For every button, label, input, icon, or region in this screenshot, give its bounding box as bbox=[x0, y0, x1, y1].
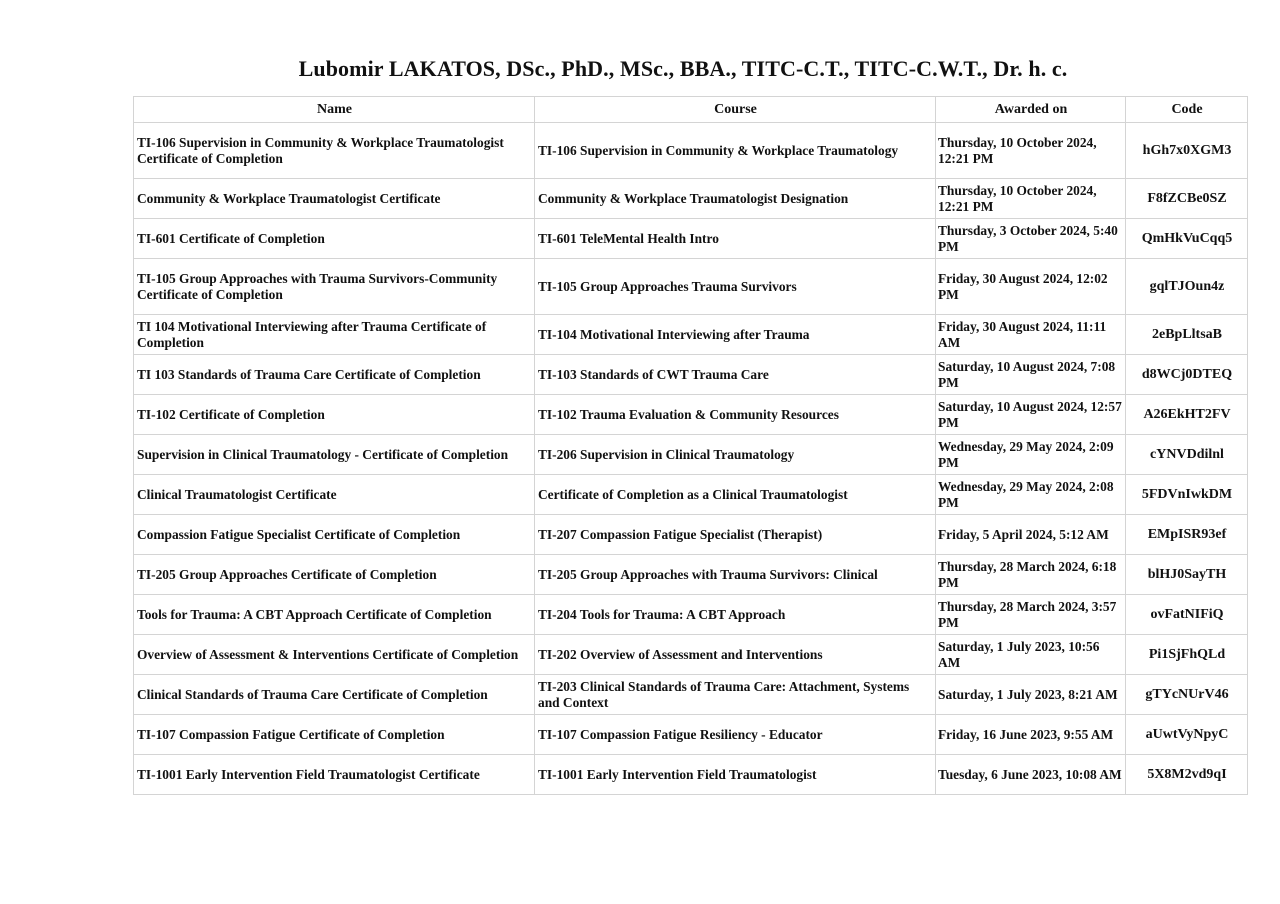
cell-name: Clinical Traumatologist Certificate bbox=[134, 475, 535, 515]
cell-name: TI-1001 Early Intervention Field Traumatologist Certificate bbox=[134, 755, 535, 795]
column-header-code: Code bbox=[1126, 97, 1248, 123]
cell-awarded-on: Friday, 5 April 2024, 5:12 AM bbox=[936, 515, 1126, 555]
table-row bbox=[134, 515, 1248, 555]
cell-course: Community & Workplace Traumatologist Designation bbox=[535, 179, 936, 219]
cell-course: TI-207 Compassion Fatigue Specialist (Therapist) bbox=[535, 515, 936, 555]
table-row bbox=[134, 635, 1248, 675]
cell-course: TI-1001 Early Intervention Field Traumatologist bbox=[535, 755, 936, 795]
cell-code: EMpISR93ef bbox=[1126, 515, 1248, 555]
cell-course: TI-107 Compassion Fatigue Resiliency - Educator bbox=[535, 715, 936, 755]
cell-name: TI 104 Motivational Interviewing after Trauma Certificate of Completion bbox=[134, 315, 535, 355]
cell-awarded-on: Saturday, 10 August 2024, 12:57 PM bbox=[936, 395, 1126, 435]
cell-code: 5X8M2vd9qI bbox=[1126, 755, 1248, 795]
certificates-table bbox=[133, 96, 1248, 795]
table-row bbox=[134, 179, 1248, 219]
column-header-awarded-on: Awarded on bbox=[936, 97, 1126, 123]
table-row bbox=[134, 595, 1248, 635]
cell-code: ovFatNIFiQ bbox=[1126, 595, 1248, 635]
cell-awarded-on: Tuesday, 6 June 2023, 10:08 AM bbox=[936, 755, 1126, 795]
cell-name: TI-601 Certificate of Completion bbox=[134, 219, 535, 259]
cell-course: TI-103 Standards of CWT Trauma Care bbox=[535, 355, 936, 395]
cell-awarded-on: Saturday, 1 July 2023, 10:56 AM bbox=[936, 635, 1126, 675]
cell-awarded-on: Thursday, 28 March 2024, 6:18 PM bbox=[936, 555, 1126, 595]
cell-name: TI-106 Supervision in Community & Workplace Traumatologist Certificate of Completion bbox=[134, 123, 535, 179]
cell-name: Community & Workplace Traumatologist Certificate bbox=[134, 179, 535, 219]
table-header-row bbox=[134, 97, 1248, 123]
cell-code: QmHkVuCqq5 bbox=[1126, 219, 1248, 259]
cell-course: TI-601 TeleMental Health Intro bbox=[535, 219, 936, 259]
cell-course: TI-203 Clinical Standards of Trauma Care: Attachment, Systems and Context bbox=[535, 675, 936, 715]
cell-awarded-on: Saturday, 1 July 2023, 8:21 AM bbox=[936, 675, 1126, 715]
cell-awarded-on: Thursday, 10 October 2024, 12:21 PM bbox=[936, 123, 1126, 179]
cell-name: Clinical Standards of Trauma Care Certificate of Completion bbox=[134, 675, 535, 715]
cell-course: TI-105 Group Approaches Trauma Survivors bbox=[535, 259, 936, 315]
column-header-name: Name bbox=[134, 97, 535, 123]
table-row bbox=[134, 475, 1248, 515]
cell-code: Pi1SjFhQLd bbox=[1126, 635, 1248, 675]
page-title: Lubomir LAKATOS, DSc., PhD., MSc., BBA., TITC-C.T., TITC-C.W.T., Dr. h. c. bbox=[298, 56, 1068, 81]
cell-course: TI-205 Group Approaches with Trauma Survivors: Clinical bbox=[535, 555, 936, 595]
cell-awarded-on: Thursday, 10 October 2024, 12:21 PM bbox=[936, 179, 1126, 219]
cell-awarded-on: Friday, 30 August 2024, 11:11 AM bbox=[936, 315, 1126, 355]
cell-name: TI-107 Compassion Fatigue Certificate of Completion bbox=[134, 715, 535, 755]
table-row bbox=[134, 555, 1248, 595]
cell-name: TI-102 Certificate of Completion bbox=[134, 395, 535, 435]
cell-code: hGh7x0XGM3 bbox=[1126, 123, 1248, 179]
cell-code: A26EkHT2FV bbox=[1126, 395, 1248, 435]
table-row bbox=[134, 435, 1248, 475]
table-row bbox=[134, 219, 1248, 259]
cell-course: TI-204 Tools for Trauma: A CBT Approach bbox=[535, 595, 936, 635]
cell-awarded-on: Thursday, 3 October 2024, 5:40 PM bbox=[936, 219, 1126, 259]
cell-code: gTYcNUrV46 bbox=[1126, 675, 1248, 715]
cell-code: d8WCj0DTEQ bbox=[1126, 355, 1248, 395]
cell-awarded-on: Saturday, 10 August 2024, 7:08 PM bbox=[936, 355, 1126, 395]
cell-course: TI-102 Trauma Evaluation & Community Resources bbox=[535, 395, 936, 435]
table-row bbox=[134, 315, 1248, 355]
cell-awarded-on: Thursday, 28 March 2024, 3:57 PM bbox=[936, 595, 1126, 635]
cell-code: gqlTJOun4z bbox=[1126, 259, 1248, 315]
cell-course: TI-106 Supervision in Community & Workplace Traumatology bbox=[535, 123, 936, 179]
cell-code: 2eBpLltsaB bbox=[1126, 315, 1248, 355]
table-row bbox=[134, 259, 1248, 315]
cell-name: TI-105 Group Approaches with Trauma Survivors-Community Certificate of Completion bbox=[134, 259, 535, 315]
cell-awarded-on: Wednesday, 29 May 2024, 2:08 PM bbox=[936, 475, 1126, 515]
table-row bbox=[134, 755, 1248, 795]
cell-name: Tools for Trauma: A CBT Approach Certificate of Completion bbox=[134, 595, 535, 635]
cell-name: TI 103 Standards of Trauma Care Certificate of Completion bbox=[134, 355, 535, 395]
cell-course: TI-104 Motivational Interviewing after Trauma bbox=[535, 315, 936, 355]
cell-course: Certificate of Completion as a Clinical Traumatologist bbox=[535, 475, 936, 515]
cell-name: Overview of Assessment & Interventions Certificate of Completion bbox=[134, 635, 535, 675]
table-row bbox=[134, 395, 1248, 435]
cell-code: F8fZCBe0SZ bbox=[1126, 179, 1248, 219]
cell-name: Supervision in Clinical Traumatology - Certificate of Completion bbox=[134, 435, 535, 475]
cell-code: blHJ0SayTH bbox=[1126, 555, 1248, 595]
column-header-course: Course bbox=[535, 97, 936, 123]
cell-code: aUwtVyNpyC bbox=[1126, 715, 1248, 755]
table-row bbox=[134, 123, 1248, 179]
cell-awarded-on: Friday, 16 June 2023, 9:55 AM bbox=[936, 715, 1126, 755]
cell-code: cYNVDdilnl bbox=[1126, 435, 1248, 475]
cell-awarded-on: Wednesday, 29 May 2024, 2:09 PM bbox=[936, 435, 1126, 475]
table-row bbox=[134, 355, 1248, 395]
table-row bbox=[134, 715, 1248, 755]
cell-name: TI-205 Group Approaches Certificate of Completion bbox=[134, 555, 535, 595]
cell-code: 5FDVnIwkDM bbox=[1126, 475, 1248, 515]
cell-awarded-on: Friday, 30 August 2024, 12:02 PM bbox=[936, 259, 1126, 315]
cell-name: Compassion Fatigue Specialist Certificate of Completion bbox=[134, 515, 535, 555]
cell-course: TI-202 Overview of Assessment and Interventions bbox=[535, 635, 936, 675]
table-row bbox=[134, 675, 1248, 715]
cell-course: TI-206 Supervision in Clinical Traumatology bbox=[535, 435, 936, 475]
